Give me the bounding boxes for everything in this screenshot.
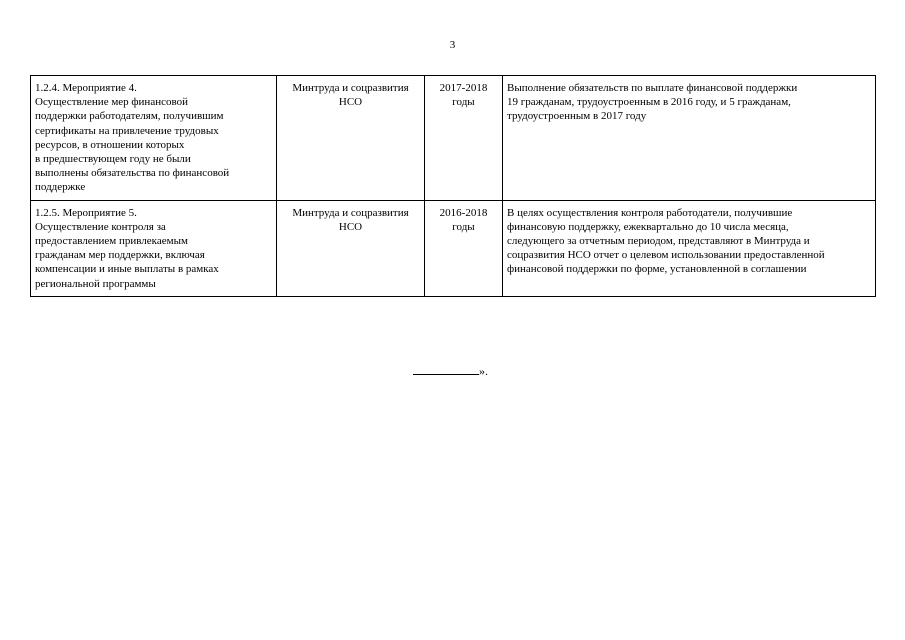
blank-line — [413, 363, 479, 375]
result-line: В целях осуществления контроля работодатели, получившие — [507, 206, 793, 219]
executor-line: НСО — [338, 96, 363, 109]
measure-line: 1.2.5. Мероприятие 5. — [35, 206, 137, 219]
result-line: трудоустроенным в 2017 году — [507, 110, 647, 123]
period-line: 2016-2018 — [439, 206, 488, 219]
executor-line: НСО — [338, 220, 363, 233]
result-line: финансовой поддержки по форме, установленной в соглашении — [507, 263, 807, 276]
measure-line: ресурсов, в отношении которых — [35, 138, 185, 151]
measure-cell — [31, 76, 277, 201]
measure-line: выполнены обязательства по финансовой — [35, 167, 230, 180]
result-line: Выполнение обязательств по выплате финансовой поддержки — [507, 82, 798, 94]
measure-line: 1.2.4. Мероприятие 4. — [35, 82, 137, 94]
period-cell — [425, 200, 503, 296]
result-line: 19 гражданам, трудоустроенным в 2016 году, и 5 гражданам, — [507, 96, 791, 109]
page-number: 3 — [449, 39, 456, 51]
measure-line: Осуществление мер финансовой — [35, 96, 188, 109]
executor-line: Минтруда и соцразвития — [292, 206, 409, 219]
measure-line: региональной программы — [35, 277, 156, 290]
result-line: следующего за отчетным периодом, представляют в Минтруда и — [507, 235, 810, 248]
measure-line: предоставлением привлекаемым — [35, 235, 188, 248]
table-row — [31, 200, 876, 296]
measure-line: гражданам мер поддержки, включая — [35, 249, 205, 262]
period-line: годы — [452, 220, 475, 233]
measure-line: Осуществление контроля за — [35, 220, 166, 233]
period-line: годы — [452, 96, 475, 109]
measure-line: в предшествующем году не были — [35, 153, 191, 166]
period-cell — [425, 76, 503, 201]
executor-cell — [277, 76, 425, 201]
measure-line: компенсации и иные выплаты в рамках — [35, 263, 219, 276]
measure-line: поддержки работодателям, получившим — [35, 110, 224, 123]
result-line: соцразвития НСО отчет о целевом использовании предоставленной — [507, 249, 825, 262]
period-line: 2017-2018 — [439, 82, 488, 94]
executor-cell — [277, 200, 425, 296]
table-row — [31, 76, 876, 201]
result-cell — [503, 200, 876, 296]
result-line: финансовую поддержку, ежеквартально до 10 числа месяца, — [507, 220, 789, 233]
closing-mark — [413, 363, 488, 378]
executor-line: Минтруда и соцразвития — [292, 82, 409, 94]
measure-line: сертификаты на привлечение трудовых — [35, 124, 219, 137]
measure-line: поддержке — [35, 181, 86, 194]
result-cell — [503, 76, 876, 201]
measure-cell — [31, 200, 277, 296]
measures-table — [30, 75, 876, 297]
closing-quote: ». — [479, 364, 488, 378]
